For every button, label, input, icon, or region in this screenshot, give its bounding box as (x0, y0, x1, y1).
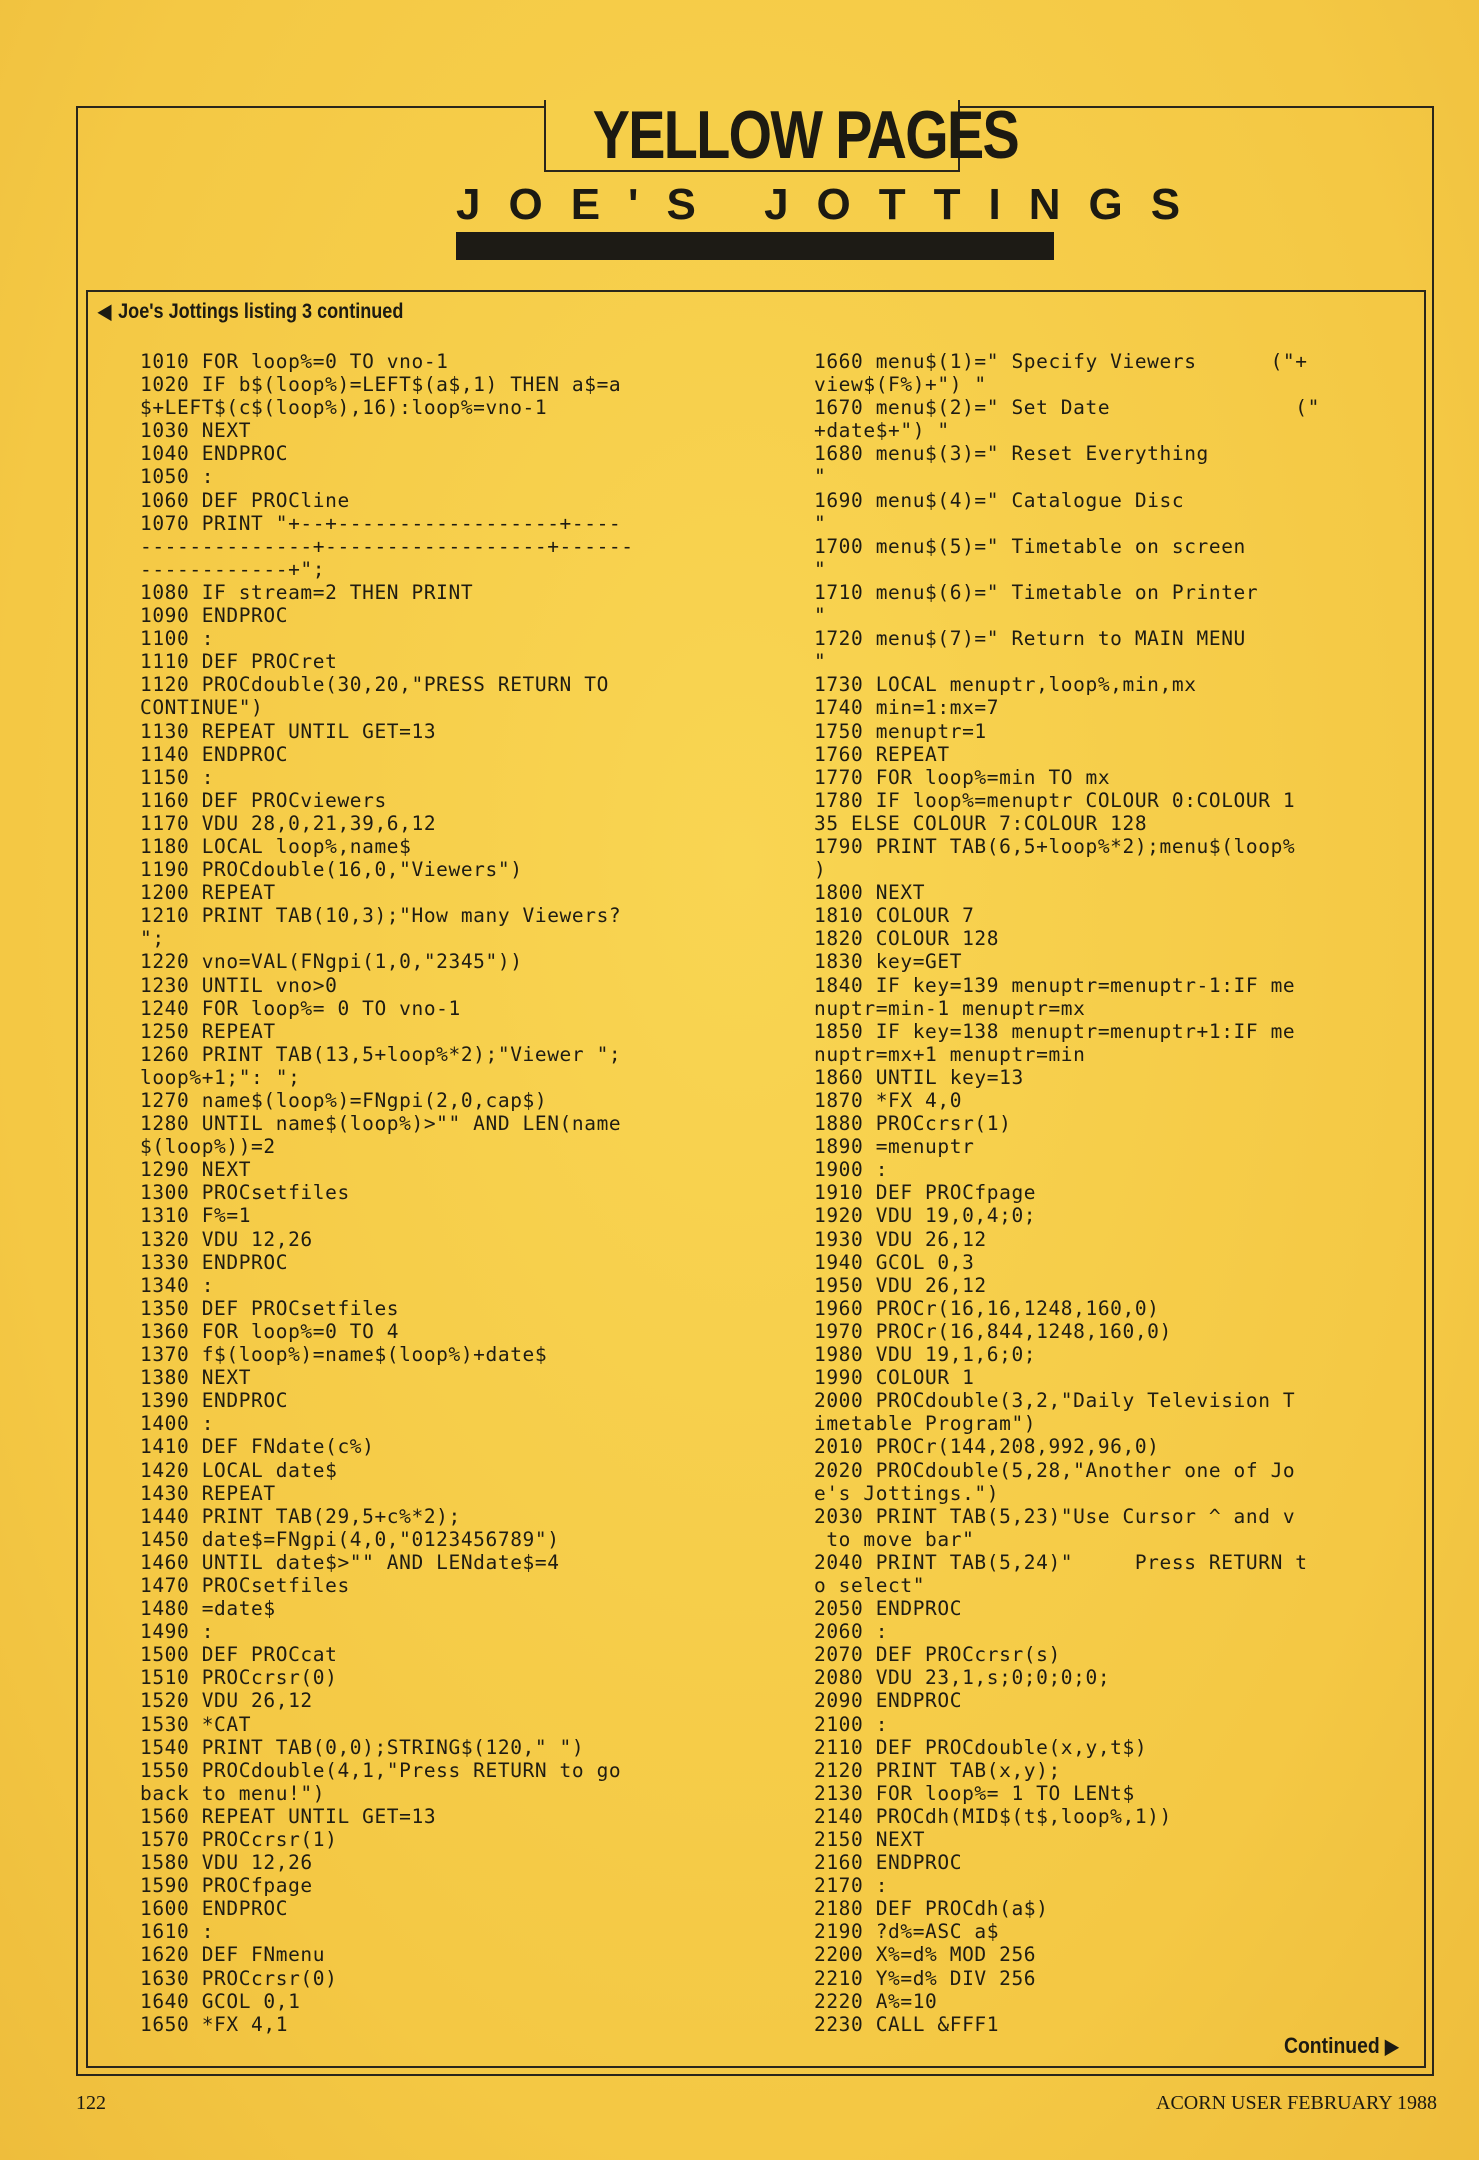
listing-header (98, 296, 403, 328)
triangle-right-icon: ▶ (1384, 2036, 1399, 2058)
masthead (544, 97, 1019, 173)
continued-indicator (1284, 2032, 1399, 2060)
publication-footer: ACORN USER FEBRUARY 1988 (1156, 2092, 1437, 2114)
title-underline-bar (456, 232, 1054, 260)
column-title: JOE'S JOTTINGS (456, 180, 1209, 229)
page-number: 122 (76, 2092, 106, 2114)
triangle-left-icon: ◀ (98, 301, 112, 323)
continued-label: Continued (1284, 2033, 1380, 2058)
section-title: YELLOW PAGES (592, 97, 1019, 173)
code-listing-right: 1660 menu$(1)=" Specify Viewers ("+ view$(F%)+") " 1670 menu$(2)=" Set Date (" +date$+") " 1680 menu$(3)=" Reset Everything " 1690 menu$(4)=" Catalogue Disc " 1700 menu$(5)=" Timetable on screen " 1710 menu$(6)=" Timetable on Printer " 1720 menu$(7)=" Return to MAIN MENU " 1730 LOCAL menuptr,loop%,min,mx 1740 min=1:mx=7 1750 menuptr=1 1760 REPEAT 1770 FOR loop%=min TO mx 1780 IF loop%=menuptr COLOUR 0:COLOUR 1 35 ELSE COLOUR 7:COLOUR 128 1790 PRINT TAB(6,5+loop%*2);menu$(loop% ) 1800 NEXT 1810 COLOUR 7 1820 COLOUR 128 1830 key=GET 1840 IF key=139 menuptr=menuptr-1:IF me nuptr=min-1 menuptr=mx 1850 IF key=138 menuptr=menuptr+1:IF me nuptr=mx+1 menuptr=min 1860 UNTIL key=13 1870 *FX 4,0 1880 PROCcrsr(1) 1890 =menuptr 1900 : 1910 DEF PROCfpage 1920 VDU 19,0,4;0; 1930 VDU 26,12 1940 GCOL 0,3 1950 VDU 26,12 1960 PROCr(16,16,1248,160,0) 1970 PROCr(16,844,1248,160,0) 1980 VDU 19,1,6;0; 1990 COLOUR 1 2000 PROCdouble(3,2,"Daily Television T imetable Program") 2010 PROCr(144,208,992,96,0) 2020 PROCdouble(5,28,"Another one of Jo e's Jottings.") 2030 PRINT TAB(5,23)"Use Cursor ^ and v to move bar" 2040 PRINT TAB(5,24)" Press RETURN t o select" 2050 ENDPROC 2060 : 2070 DEF PROCcrsr(s) 2080 VDU 23,1,s;0;0;0;0; 2090 ENDPROC 2100 : 2110 DEF PROCdouble(x,y,t$) 2120 PRINT TAB(x,y); 2130 FOR loop%= 1 TO LENt$ 2140 PROCdh(MID$(t$,loop%,1)) 2150 NEXT 2160 ENDPROC 2170 : 2180 DEF PROCdh(a$) 2190 ?d%=ASC a$ 2200 X%=d% MOD 256 2210 Y%=d% DIV 256 2220 A%=10 2230 CALL &FFF1 (814, 350, 1320, 2036)
listing-header-text: Joe's Jottings listing 3 continued (118, 300, 404, 323)
code-listing-left: 1010 FOR loop%=0 TO vno-1 1020 IF b$(loop%)=LEFT$(a$,1) THEN a$=a $+LEFT$(c$(loop%),16):loop%=vno-1 1030 NEXT 1040 ENDPROC 1050 : 1060 DEF PROCline 1070 PRINT "+--+------------------+---- --------------+------------------+------ ------------+"; 1080 IF stream=2 THEN PRINT 1090 ENDPROC 1100 : 1110 DEF PROCret 1120 PROCdouble(30,20,"PRESS RETURN TO CONTINUE") 1130 REPEAT UNTIL GET=13 1140 ENDPROC 1150 : 1160 DEF PROCviewers 1170 VDU 28,0,21,39,6,12 1180 LOCAL loop%,name$ 1190 PROCdouble(16,0,"Viewers") 1200 REPEAT 1210 PRINT TAB(10,3);"How many Viewers? "; 1220 vno=VAL(FNgpi(1,0,"2345")) 1230 UNTIL vno>0 1240 FOR loop%= 0 TO vno-1 1250 REPEAT 1260 PRINT TAB(13,5+loop%*2);"Viewer "; loop%+1;": "; 1270 name$(loop%)=FNgpi(2,0,cap$) 1280 UNTIL name$(loop%)>"" AND LEN(name $(loop%))=2 1290 NEXT 1300 PROCsetfiles 1310 F%=1 1320 VDU 12,26 1330 ENDPROC 1340 : 1350 DEF PROCsetfiles 1360 FOR loop%=0 TO 4 1370 f$(loop%)=name$(loop%)+date$ 1380 NEXT 1390 ENDPROC 1400 : 1410 DEF FNdate(c%) 1420 LOCAL date$ 1430 REPEAT 1440 PRINT TAB(29,5+c%*2); 1450 date$=FNgpi(4,0,"0123456789") 1460 UNTIL date$>"" AND LENdate$=4 1470 PROCsetfiles 1480 =date$ 1490 : 1500 DEF PROCcat 1510 PROCcrsr(0) 1520 VDU 26,12 1530 *CAT 1540 PRINT TAB(0,0);STRING$(120," ") 1550 PROCdouble(4,1,"Press RETURN to go back to menu!") 1560 REPEAT UNTIL GET=13 1570 PROCcrsr(1) 1580 VDU 12,26 1590 PROCfpage 1600 ENDPROC 1610 : 1620 DEF FNmenu 1630 PROCcrsr(0) 1640 GCOL 0,1 1650 *FX 4,1 (140, 350, 634, 2036)
